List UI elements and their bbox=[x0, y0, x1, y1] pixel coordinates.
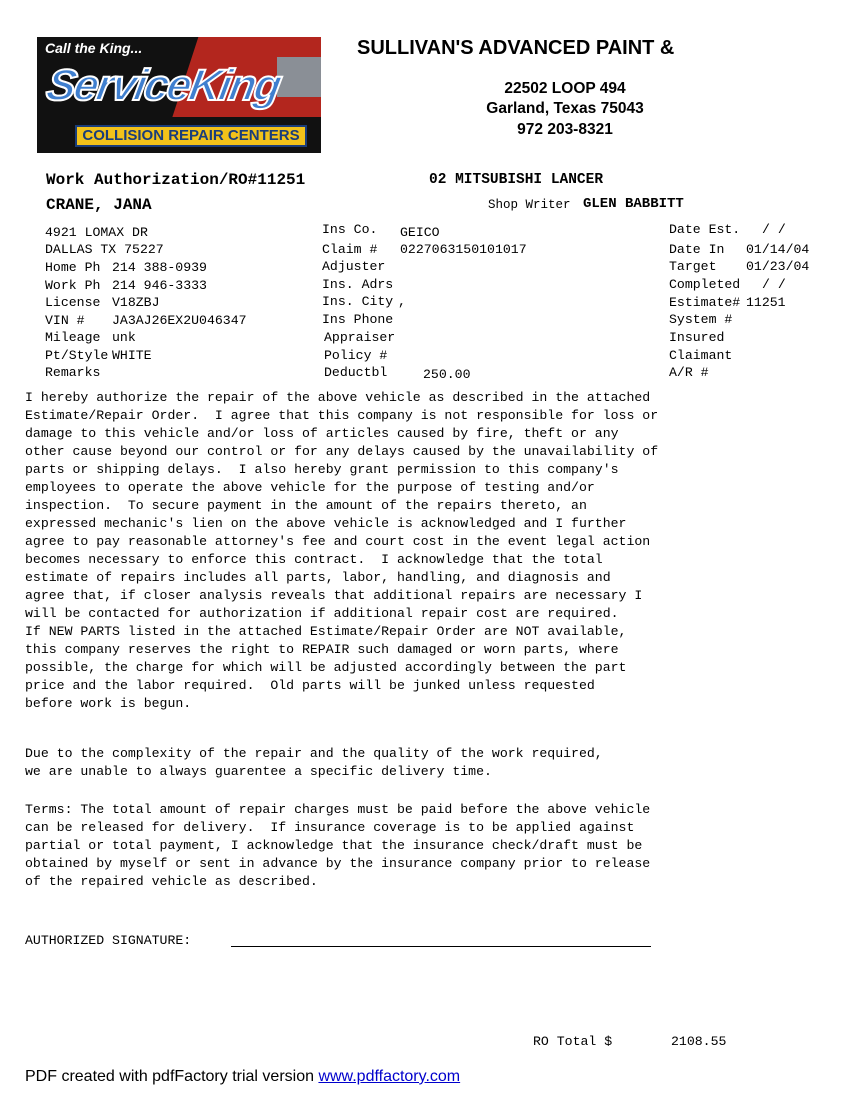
estimate-value: 11251 bbox=[746, 295, 786, 310]
vehicle-description: 02 MITSUBISHI LANCER bbox=[429, 172, 604, 188]
paint-style-label: Pt/Style bbox=[45, 348, 109, 363]
remarks-label: Remarks bbox=[45, 365, 101, 380]
vin-value: JA3AJ26EX2U046347 bbox=[112, 313, 247, 328]
logo-brand: ServiceKing bbox=[42, 61, 284, 110]
logo-tagline: Call the King... bbox=[45, 40, 143, 56]
insured-label: Insured bbox=[669, 330, 725, 345]
logo-banner: COLLISION REPAIR CENTERS bbox=[75, 125, 307, 147]
ro-total-label: RO Total $ bbox=[533, 1034, 613, 1049]
claim-label: Claim # bbox=[322, 242, 378, 257]
logo-building-graphic bbox=[277, 57, 321, 97]
signature-label: AUTHORIZED SIGNATURE: bbox=[25, 933, 192, 948]
signature-line[interactable] bbox=[231, 946, 651, 947]
adjuster-label: Adjuster bbox=[322, 259, 386, 274]
customer-address-line2: DALLAS TX 75227 bbox=[45, 242, 164, 257]
authorization-paragraph: I hereby authorize the repair of the above vehicle as described in the attached Estimate/Repair Order. I agree that this company is not responsible for loss or damage to this vehicle and/or loss of articles caused by fire, theft or any other cause beyond our control or for any delays caused by the unavailability of parts or shipping delays. I also hereby grant permission to this company's employees to operate the above vehicle for the purpose of testing and/or inspection. To secure payment in the amount of the repairs thereto, an expressed mechanic's lien on the above vehicle is acknowledged and I further agree to pay reasonable attorney's fee and court cost in the event legal action becomes necessary to enforce this contract. I acknowledge that the total estimate of repairs includes all parts, labor, handling, and diagnosis and agree that, if closer analysis reveals that additional repairs are necessary I will be contacted for authorization if additional repair cost are required. If NEW PARTS listed in the attached Estimate/Repair Order are NOT available, this company reserves the right to REPAIR such damaged or worn parts, where possible, the charge for which will be adjusted accordingly between the part price and the labor required. Old parts will be junked unless requested before work is begun. bbox=[25, 390, 659, 711]
home-phone-label: Home Ph bbox=[45, 260, 101, 275]
completed-label: Completed bbox=[669, 277, 741, 292]
mileage-value: unk bbox=[112, 330, 136, 345]
mileage-label: Mileage bbox=[45, 330, 101, 345]
ins-co-value: GEICO bbox=[400, 225, 440, 240]
estimate-label: Estimate# bbox=[669, 295, 741, 310]
target-label: Target bbox=[669, 259, 717, 274]
date-est-label: Date Est. bbox=[669, 222, 741, 237]
delivery-paragraph: Due to the complexity of the repair and the quality of the work required, we are unable to always guarentee a specific delivery time. bbox=[25, 746, 603, 779]
work-phone-value: 214 946-3333 bbox=[112, 278, 207, 293]
target-value: 01/23/04 bbox=[746, 259, 810, 274]
policy-label: Policy # bbox=[324, 348, 388, 363]
vin-label: VIN # bbox=[45, 313, 85, 328]
ins-city-value: , bbox=[398, 294, 406, 309]
paint-style-value: WHITE bbox=[112, 348, 152, 363]
completed-value: / / bbox=[762, 277, 786, 292]
ins-co-label: Ins Co. bbox=[322, 222, 378, 237]
shop-address-line2: Garland, Texas 75043 bbox=[486, 100, 644, 117]
shop-writer-label: Shop Writer bbox=[488, 198, 571, 212]
ro-total-value: 2108.55 bbox=[671, 1034, 727, 1049]
claimant-label: Claimant bbox=[669, 348, 733, 363]
pdffactory-link[interactable]: www.pdffactory.com bbox=[318, 1068, 461, 1085]
deductible-value: 250.00 bbox=[423, 367, 471, 382]
ins-address-label: Ins. Adrs bbox=[322, 277, 394, 292]
date-in-value: 01/14/04 bbox=[746, 242, 810, 257]
pdf-footer-text: PDF created with pdfFactory trial version bbox=[25, 1068, 319, 1085]
license-label: License bbox=[45, 295, 101, 310]
shop-name: SULLIVAN'S ADVANCED PAINT & bbox=[357, 37, 675, 59]
shop-writer-name: GLEN BABBITT bbox=[583, 196, 684, 212]
work-authorization-title: Work Authorization/RO#11251 bbox=[46, 171, 306, 189]
ar-label: A/R # bbox=[669, 365, 709, 380]
terms-paragraph: Terms: The total amount of repair charges must be paid before the above vehicle can be released for delivery. If insurance coverage is to be applied against partial or total payment, I acknowledge that the insurance check/draft must be obtained by myself or sent in advance by the insurance company prior to release of the repaired vehicle as described. bbox=[25, 802, 651, 889]
ins-phone-label: Ins Phone bbox=[322, 312, 394, 327]
date-in-label: Date In bbox=[669, 242, 725, 257]
ins-city-label: Ins. City bbox=[322, 294, 394, 309]
customer-name: CRANE, JANA bbox=[46, 196, 152, 214]
claim-value: 0227063150101017 bbox=[400, 242, 527, 257]
deductible-label: Deductbl bbox=[324, 365, 388, 380]
appraiser-label: Appraiser bbox=[324, 330, 396, 345]
service-king-logo bbox=[37, 37, 321, 153]
date-est-value: / / bbox=[762, 222, 786, 237]
shop-phone: 972 203-8321 bbox=[517, 121, 613, 138]
shop-address-line1: 22502 LOOP 494 bbox=[504, 80, 626, 97]
customer-address-line1: 4921 LOMAX DR bbox=[45, 225, 148, 240]
work-phone-label: Work Ph bbox=[45, 278, 101, 293]
home-phone-value: 214 388-0939 bbox=[112, 260, 207, 275]
pdf-footer bbox=[25, 1068, 460, 1086]
license-value: V18ZBJ bbox=[112, 295, 160, 310]
system-label: System # bbox=[669, 312, 733, 327]
